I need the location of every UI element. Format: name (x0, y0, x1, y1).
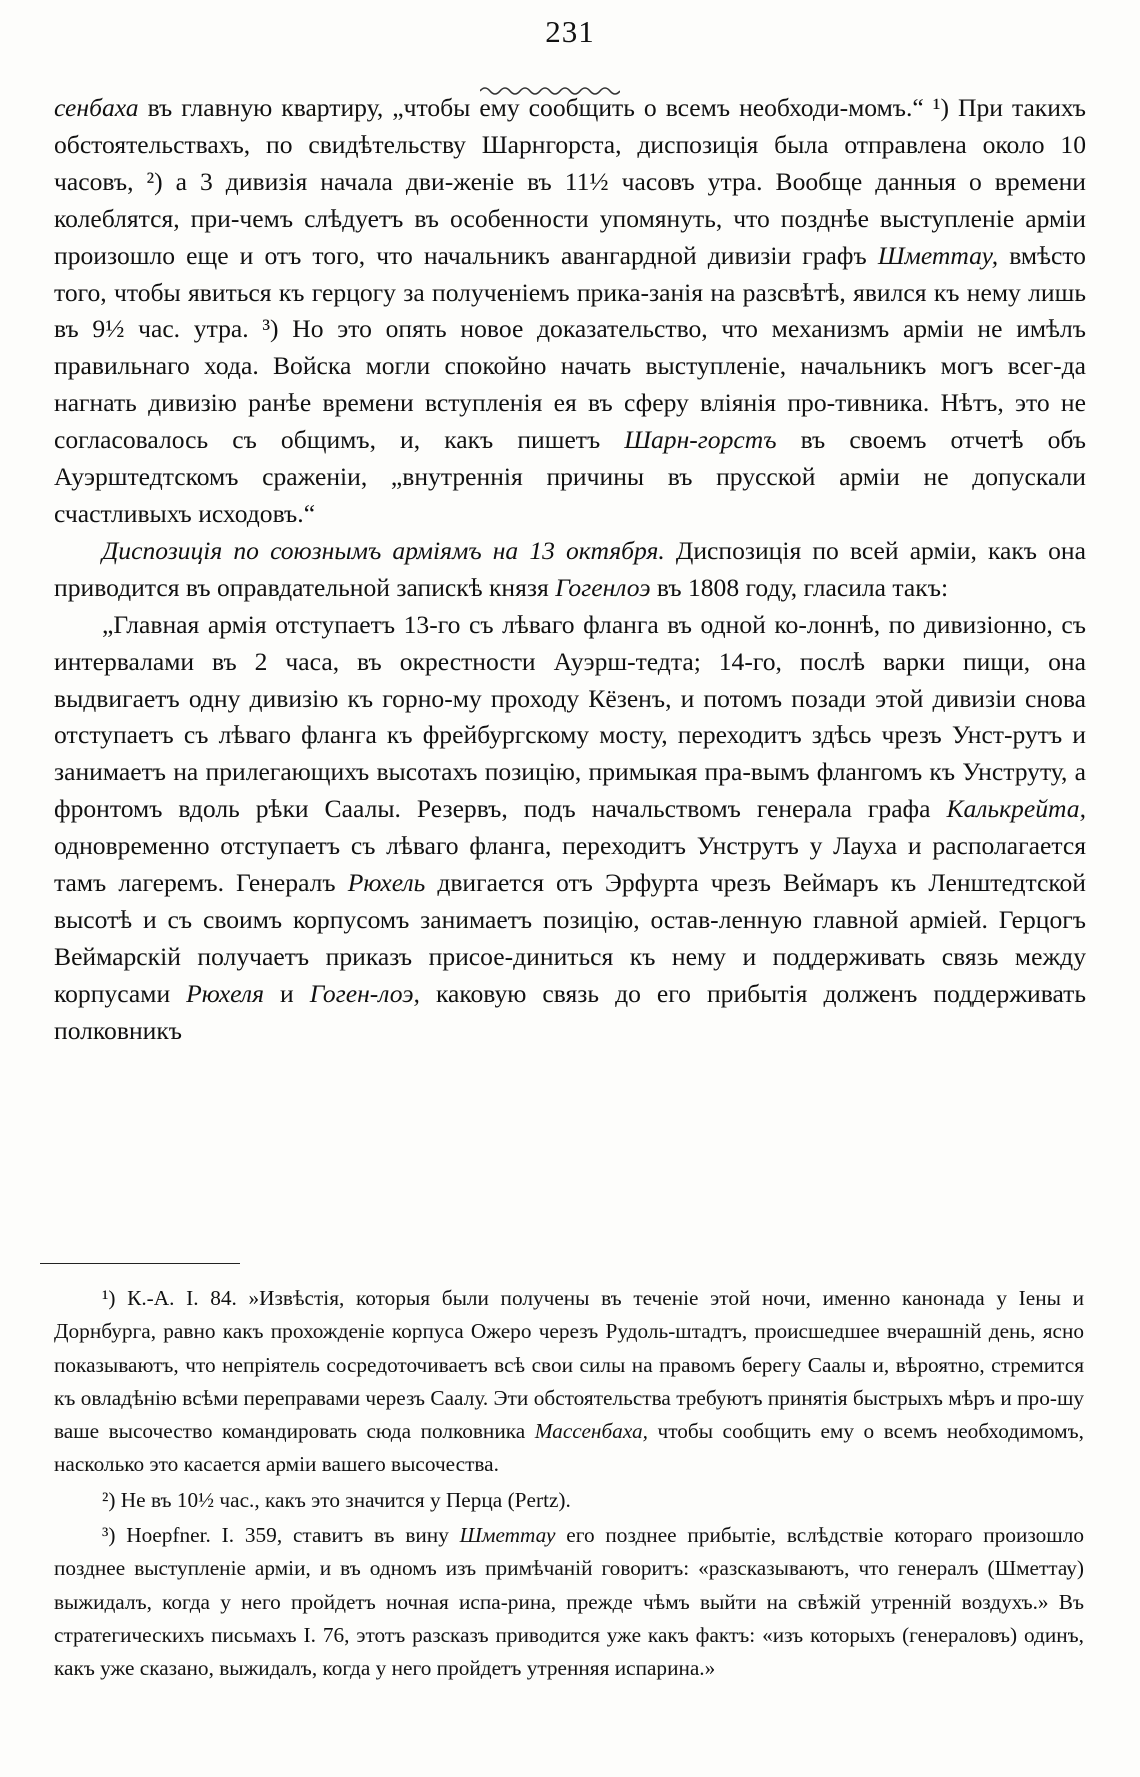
italic-run: Диспозиція по союзнымъ арміямъ на 13 октября. (102, 535, 665, 565)
text-run: и (263, 978, 310, 1008)
italic-run: Массенбаха, (534, 1419, 648, 1444)
italic-run: Калькрейта, (946, 794, 1086, 824)
text-run: каковую связь до его прибытія долженъ поддерживать полковникъ (54, 978, 1086, 1045)
paragraph-1 (54, 90, 1086, 533)
text-run: въ 1808 году, гласила такъ: (650, 572, 949, 602)
italic-run: Гоген-лоэ, (309, 978, 420, 1008)
page-number: 231 (545, 14, 595, 49)
main-text (54, 90, 1086, 1050)
footnote-3 (54, 1519, 1084, 1685)
text-run: „Главная армія отступаетъ 13-го съ лѣваго фланга въ одной ко-лоннѣ, по дивизіонно, съ интервалами въ 2 часа, въ окрестности Ауэрш-тедта; 14-го, послѣ варки пищи, она выдвигаетъ одну дивизію къ горно-му проходу Кёзенъ, и потомъ позади этой дивизіи снова отступаетъ съ лѣваго фланга къ фрейбургскому мосту, переходитъ здѣсь чрезъ Унст-рутъ и занимаетъ на прилегающихъ высотахъ позицію, примыкая пра-вымъ флангомъ къ Унструту, а фронтомъ вдоль рѣки Саалы. Резервъ, подъ начальствомъ генерала графа (54, 609, 1086, 824)
text-run: чтобы сообщить ему о всемъ необходимомъ, насколько это касается арміи вашего высочества. (54, 1419, 1084, 1477)
text-run: Диспозиція по всей арміи, какъ она приводится въ оправдательной запискѣ князя (54, 535, 1086, 602)
footnote-divider (40, 1263, 240, 1264)
footnote-1 (54, 1282, 1084, 1482)
text-run: ²) Не въ 10½ час., какъ это значится у Перца (Pertz). (102, 1487, 571, 1512)
italic-run: Шметтау, (877, 240, 999, 270)
text-run: его позднее прибытіе, вслѣдствіе котораго произошло позднее выступленіе арміи, и въ одномъ изъ примѣчаній говоритъ: «разсказываютъ, что генералъ (Шметтау) выжидалъ, когда у него пройдетъ ночная испа-рина, прежде чѣмъ выйти на свѣжій утренній воздухъ.» Въ стратегическихъ письмахъ I. 76, этотъ разсказъ приводится уже какъ фактъ: «изъ которыхъ (генераловъ) одинъ, какъ уже сказано, выжидалъ, когда у него пройдетъ утренняя испарина.» (54, 1523, 1084, 1681)
paragraph-3 (54, 607, 1086, 1050)
text-run: одновременно отступаетъ съ лѣваго фланга, переходитъ Унструтъ у Лауха и располагается тамъ лагеремъ. Генералъ (54, 831, 1086, 898)
text-run: въ главную квартиру, „чтобы ему сообщить о всемъ необходи-момъ.“ ¹) При такихъ обстоятельствахъ, по свидѣтельству Шарнгорста, диспозиція была отправлена около 10 часовъ, ²) а 3 дивизія начала дви-женіе въ 11½ часовъ утра. Вообще данныя о времени колеблятся, при-чемъ слѣдуетъ въ особенности упомянуть, что позднѣе выступленіе арміи произошло еще и отъ того, что начальникъ авангардной дивизіи графъ (54, 93, 1086, 270)
italic-run: Гогенлоэ (555, 572, 651, 602)
text-run: двигается отъ Эрфурта чрезъ Веймаръ къ Ленштедтской высотѣ и съ своимъ корпусомъ занимаетъ позицію, остав-ленную главной арміей. Герцогъ Веймарскій получаетъ приказъ присое-диниться къ нему и поддерживать связь между корпусами (54, 868, 1086, 1008)
paragraph-2 (54, 533, 1086, 607)
text-run: вмѣсто того, чтобы явиться къ герцогу за полученіемъ прика-занія на разсвѣтѣ, явился къ нему лишь въ 9½ час. утра. ³) Но это опять новое доказательство, что механизмъ арміи не имѣлъ правильнаго хода. Войска могли спокойно начать выступленіе, начальникъ могъ всег-да нагнать дивизію ранѣе времени вступленія ея въ сферу вліянія про-тивника. Нѣтъ, это не согласовалось съ общимъ, и, какъ пишетъ (54, 240, 1086, 455)
italic-run: сенбаха (54, 93, 139, 122)
italic-run: Рюхель (347, 868, 426, 898)
italic-run: Шарн-горстъ (624, 425, 777, 455)
italic-run: Шметтау (459, 1523, 556, 1548)
text-run: ¹) К.-А. I. 84. »Извѣстія, которыя были получены въ теченіе этой ночи, именно канонада у Іены и Дорнбурга, равно какъ прохожденіе корпуса Ожеро черезъ Рудоль-штадтъ, происшедшее вчерашній день, ясно показываютъ, что непріятель сосредоточиваетъ всѣ свои силы на правомъ берегу Саалы и, вѣроятно, стремится къ овладѣнію всѣми переправами черезъ Саалу. Эти обстоятельства требуютъ принятія быстрыхъ мѣръ и про-шу ваше высочество командировать сюда полковника (54, 1286, 1084, 1444)
footnotes (54, 1282, 1084, 1686)
text-run: въ своемъ отчетѣ объ Ауэрштедтскомъ сраженіи, „внутреннія причины въ прусской арміи не допускали счастливыхъ исходовъ.“ (54, 425, 1086, 528)
footnote-2 (54, 1484, 1084, 1517)
italic-run: Рюхеля (186, 978, 264, 1008)
text-run: ³) Hoepfner. I. 359, ставитъ въ вину (102, 1523, 460, 1548)
